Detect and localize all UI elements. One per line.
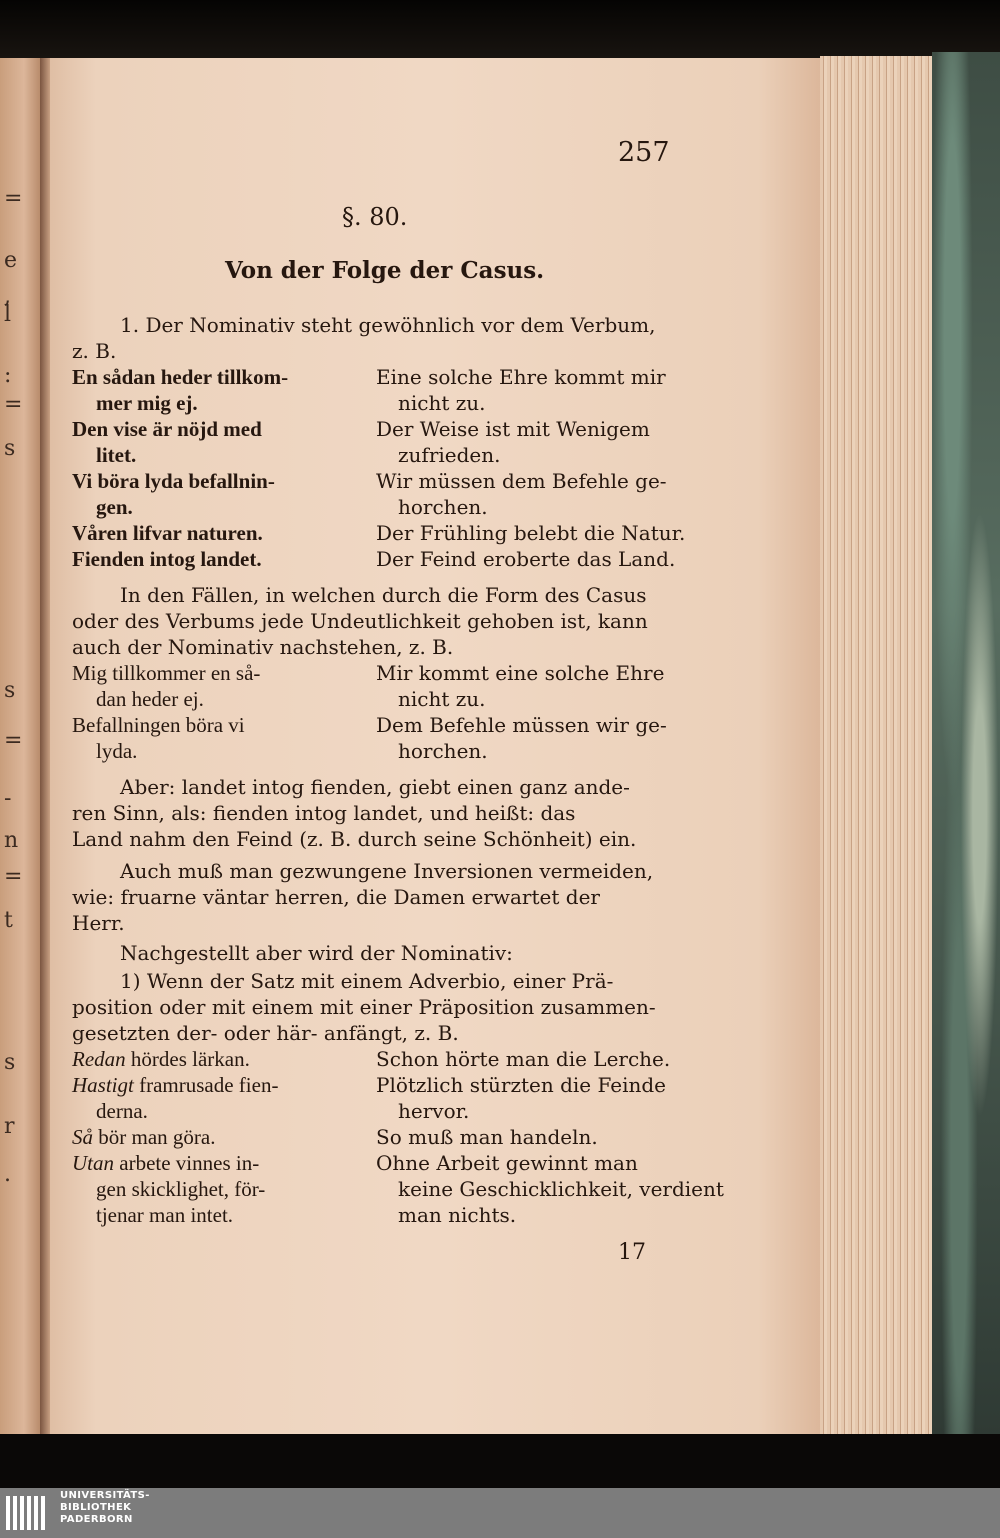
paragraph-line: ren Sinn, als: fienden intog landet, und heißt: das [72,801,576,825]
swedish-example: dan heder ej. [96,687,204,711]
left-page-mark: : [4,363,12,388]
paragraph-line: auch der Nominativ nachstehen, z. B. [72,635,454,659]
left-page-mark: n [4,828,19,853]
book-gutter [40,58,50,1434]
section-heading: Von der Folge der Casus. [225,257,545,284]
left-page-edge [0,58,40,1434]
swedish-emphasis: Redan [72,1047,126,1071]
swedish-example: Mig tillkommer en så- [72,661,261,685]
paragraph-line: oder des Verbums jede Undeutlichkeit gehoben ist, kann [72,609,648,633]
swedish-emphasis: Utan [72,1151,114,1175]
left-page-mark: = [4,864,23,889]
left-page-mark: s [4,678,16,703]
swedish-example: En sådan heder tillkom- [72,365,289,389]
german-example: man nichts. [398,1203,517,1227]
paragraph-line: z. B. [72,339,117,363]
library-name-line: UNIVERSITÄTS- [60,1490,150,1501]
page-number: 257 [618,137,670,168]
german-example: Ohne Arbeit gewinnt man [376,1151,638,1175]
paragraph-line: position oder mit einem mit einer Präposition zusammen- [72,995,656,1019]
page-block-edge [820,56,934,1436]
left-page-mark: r [4,1114,15,1139]
left-page-mark: s [4,1050,16,1075]
swedish-example: Befallningen böra vi [72,713,245,737]
swedish-example-rest: arbete vinnes in- [114,1151,260,1175]
left-page-mark: l [4,302,12,327]
swedish-example: gen. [96,495,133,519]
section-mark: §. 80. [342,203,408,231]
book-page [50,58,820,1434]
paragraph-line: Auch muß man gezwungene Inversionen vermeiden, [120,859,654,883]
german-example: zufrieden. [398,443,501,467]
left-page-mark: t [4,908,13,933]
german-example: Dem Befehle müssen wir ge- [376,713,667,737]
swedish-example: Vi böra lyda befallnin- [72,469,275,493]
swedish-example: Den vise är nöjd med [72,417,262,441]
library-name [60,1490,150,1526]
swedish-example-rest: hördes lärkan. [125,1047,250,1071]
german-example: Der Weise ist mit Wenigem [376,417,650,441]
german-example: nicht zu. [398,687,486,711]
left-page-mark: = [4,186,23,211]
swedish-example [72,1124,215,1150]
german-example: keine Geschicklichkeit, verdient [398,1177,724,1201]
swedish-emphasis: Hastigt [72,1073,134,1097]
paragraph-line: 1) Wenn der Satz mit einem Adverbio, einer Prä- [120,969,614,993]
swedish-example: tjenar man intet. [96,1203,234,1227]
library-logo-icon [4,1492,48,1534]
left-page-mark: , [4,284,11,309]
german-example: Der Frühling belebt die Natur. [376,521,686,545]
german-example: nicht zu. [398,391,486,415]
german-example: Der Feind eroberte das Land. [376,547,676,571]
library-name-line: BIBLIOTHEK [60,1502,132,1513]
swedish-emphasis: Så [72,1125,93,1149]
swedish-example: lyda. [96,739,138,763]
swedish-example-rest: framrusade fien- [133,1073,279,1097]
german-example: horchen. [398,495,488,519]
library-name-line: PADERBORN [60,1514,133,1525]
paragraph-line: Herr. [72,911,125,935]
swedish-example: Våren lifvar naturen. [72,521,263,545]
paragraph-line: Land nahm den Feind (z. B. durch seine Schönheit) ein. [72,827,637,851]
swedish-example: Fienden intog landet. [72,547,262,571]
paragraph-line: 1. Der Nominativ steht gewöhnlich vor dem Verbum, [120,313,656,337]
left-page-mark: = [4,392,23,417]
left-page-mark: - [4,786,12,811]
paragraph-line: In den Fällen, in welchen durch die Form des Casus [120,583,647,607]
swedish-example: derna. [96,1099,148,1123]
german-example: So muß man handeln. [376,1125,598,1149]
german-example: Plötzlich stürzten die Feinde [376,1073,667,1097]
german-example: horchen. [398,739,488,763]
german-example: Eine solche Ehre kommt mir [376,365,666,389]
german-example: Wir müssen dem Befehle ge- [376,469,667,493]
swedish-example [72,1072,278,1098]
left-page-mark: e [4,248,18,273]
swedish-example: gen skicklighet, för- [96,1177,266,1201]
footer-bar [0,1488,1000,1538]
german-example: Schon hörte man die Lerche. [376,1047,671,1071]
left-page-mark: = [4,728,23,753]
paragraph-line: Aber: landet intog fienden, giebt einen ganz ande- [120,775,630,799]
book-bottom-edge [0,1434,1000,1492]
german-example: hervor. [398,1099,470,1123]
paragraph-line: gesetzten der- oder här- anfängt, z. B. [72,1021,459,1045]
german-example: Mir kommt eine solche Ehre [376,661,665,685]
swedish-example-rest: bör man göra. [93,1125,216,1149]
swedish-example [72,1150,259,1176]
left-page-mark: s [4,436,16,461]
marbled-cover [932,52,1000,1438]
paragraph-line: wie: fruarne väntar herren, die Damen erwartet der [72,885,600,909]
swedish-example: litet. [96,443,137,467]
left-page-mark: . [4,1162,11,1187]
signature-mark: 17 [618,1240,646,1265]
paragraph-line: Nachgestellt aber wird der Nominativ: [120,941,513,965]
swedish-example [72,1046,250,1072]
swedish-example: mer mig ej. [96,391,198,415]
